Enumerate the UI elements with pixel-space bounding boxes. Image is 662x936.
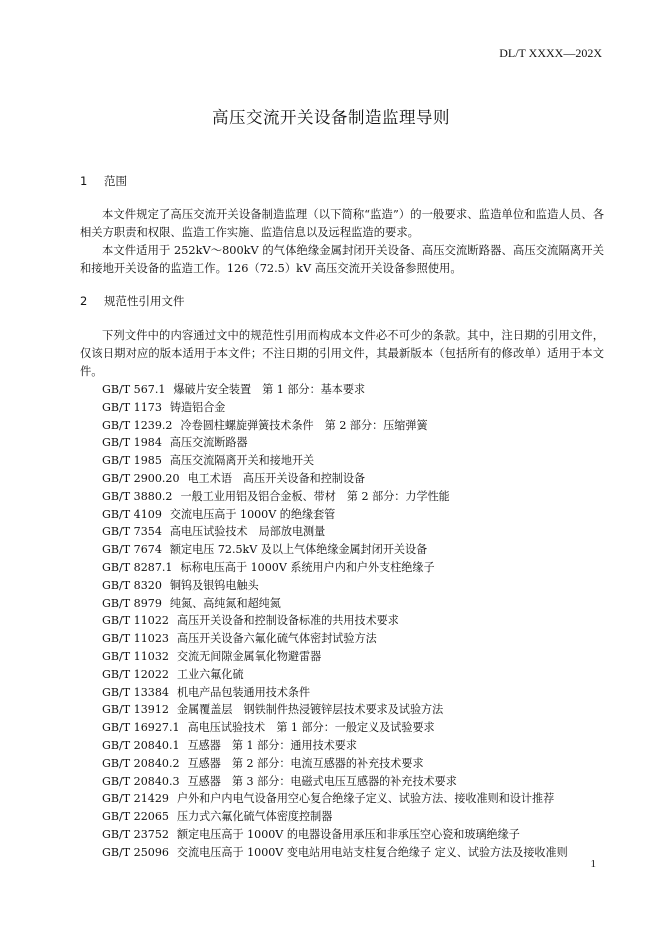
reference-title: 高压交流断路器 [169,436,248,450]
reference-title: 交流电压高于 1000V 的绝缘套管 [169,507,336,521]
reference-title: 标称电压高于 1000V 系统用户内和户外支柱绝缘子 [180,560,435,574]
section-title: 规范性引用文件 [104,294,185,308]
reference-item [102,506,568,524]
reference-code: GB/T 8287.1 [102,560,173,574]
reference-code: GB/T 1239.2 [102,418,173,432]
reference-title: 互感器 第 3 部分：电磁式电压互感器的补充技术要求 [187,774,457,788]
reference-title: 互感器 第 1 部分：通用技术要求 [187,738,357,752]
reference-code: GB/T 8979 [102,596,162,610]
reference-code: GB/T 567.1 [102,383,166,396]
reference-item [102,417,568,435]
page-number: 1 [590,858,596,870]
reference-title: 一般工业用铝及铝合金板、带材 第 2 部分：力学性能 [180,489,450,503]
section-title: 范围 [104,174,127,188]
reference-item [102,612,568,630]
section-heading-scope [80,173,127,189]
reference-item [102,755,568,773]
reference-item [102,666,568,684]
reference-code: GB/T 1173 [102,400,162,414]
reference-title: 高压开关设备六氟化硫气体密封试验方法 [176,632,377,646]
reference-item [102,701,568,719]
reference-item [102,773,568,791]
reference-code: GB/T 11023 [102,632,169,646]
reference-item [102,559,568,577]
reference-code: GB/T 13912 [102,703,169,717]
section-number: 1 [80,174,88,188]
reference-code: GB/T 1984 [102,436,162,450]
reference-item [102,630,568,648]
reference-code: GB/T 25096 [102,845,169,859]
reference-item [102,577,568,595]
reference-title: 高电压试验技术 局部放电测量 [169,525,326,539]
reference-title: 铜钨及银钨电触头 [169,578,259,592]
reference-code: GB/T 21429 [102,792,169,806]
reference-code: GB/T 16927.1 [102,721,180,735]
reference-code: GB/T 11032 [102,649,169,663]
reference-title: 高电压试验技术 第 1 部分：一般定义及试验要求 [187,721,435,735]
reference-code: GB/T 20840.2 [102,756,180,770]
reference-item [102,399,568,417]
reference-title: 高压开关设备和控制设备标准的共用技术要求 [176,614,399,628]
paragraph: 本文件规定了高压交流开关设备制造监理（以下简称“监造”）的一般要求、监造单位和监造人员、各相关方职责和权限、监造工作实施、监造信息以及远程监造的要求。 [80,208,604,239]
reference-code: GB/T 20840.3 [102,774,180,788]
reference-item [102,488,568,506]
reference-title: 户外和户内电气设备用空心复合绝缘子定义、试验方法、接收准则和设计推荐 [176,792,555,806]
reference-item [102,719,568,737]
reference-item [102,808,568,826]
section-number: 2 [80,294,88,308]
reference-title: 纯氮、高纯氮和超纯氮 [169,596,281,610]
reference-code: GB/T 23752 [102,827,169,841]
reference-item [102,541,568,559]
reference-title: 铸造铝合金 [169,400,226,414]
document-code: DL/T XXXX—202X [499,46,602,60]
section-heading-normative-references [80,293,185,309]
reference-title: 电工术语 高压开关设备和控制设备 [187,471,366,485]
reference-title: 工业六氟化硫 [176,667,244,681]
reference-title: 冷卷圆柱螺旋弹簧技术条件 第 2 部分：压缩弹簧 [180,418,428,432]
reference-item [102,523,568,541]
reference-item [102,826,568,844]
reference-title: 互感器 第 2 部分：电流互感器的补充技术要求 [187,756,424,770]
reference-list [102,381,568,862]
reference-title: 额定电压 72.5kV 及以上气体绝缘金属封闭开关设备 [169,543,428,557]
reference-item [102,648,568,666]
reference-code: GB/T 1985 [102,454,162,468]
reference-item [102,381,568,399]
paragraph: 本文件适用于 252kV～800kV 的气体绝缘金属封闭开关设备、高压交流断路器、高压交流隔离开关和接地开关设备的监造工作。126（72.5）kV 高压交流开关设备参照使用。 [80,244,604,275]
reference-item [102,844,568,862]
reference-title: 额定电压高于 1000V 的电器设备用承压和非承压空心瓷和玻璃绝缘子 [176,827,520,841]
reference-code: GB/T 2900.20 [102,471,180,485]
reference-code: GB/T 11022 [102,614,169,628]
reference-code: GB/T 8320 [102,578,162,592]
paragraph: 下列文件中的内容通过文中的规范性引用而构成本文件必不可少的条款。其中，注日期的引用文件，仅该日期对应的版本适用于本文件；不注日期的引用文件，其最新版本（包括所有的修改单）适用于本文件。 [80,329,604,378]
reference-code: GB/T 7674 [102,543,162,557]
reference-code: GB/T 13384 [102,685,169,699]
reference-title: 机电产品包装通用技术条件 [176,685,311,699]
reference-title: 交流电压高于 1000V 变电站用电站支柱复合绝缘子 定义、试验方法及接收准则 [176,845,568,859]
reference-code: GB/T 3880.2 [102,489,173,503]
reference-title: 高压交流隔离开关和接地开关 [169,454,315,468]
reference-item [102,737,568,755]
reference-code: GB/T 20840.1 [102,738,180,752]
reference-item [102,684,568,702]
reference-code: GB/T 4109 [102,507,162,521]
reference-code: GB/T 7354 [102,525,162,539]
reference-item [102,470,568,488]
reference-item [102,434,568,452]
reference-item [102,790,568,808]
reference-title: 压力式六氟化硫气体密度控制器 [176,810,333,824]
reference-title: 爆破片安全装置 第 1 部分：基本要求 [173,383,366,396]
reference-title: 交流无间隙金属氧化物避雷器 [176,649,322,663]
reference-code: GB/T 12022 [102,667,169,681]
document-title: 高压交流开关设备制造监理导则 [212,108,450,127]
reference-title: 金属覆盖层 钢铁制件热浸镀锌层技术要求及试验方法 [176,703,444,717]
reference-item [102,595,568,613]
reference-code: GB/T 22065 [102,810,169,824]
reference-item [102,452,568,470]
